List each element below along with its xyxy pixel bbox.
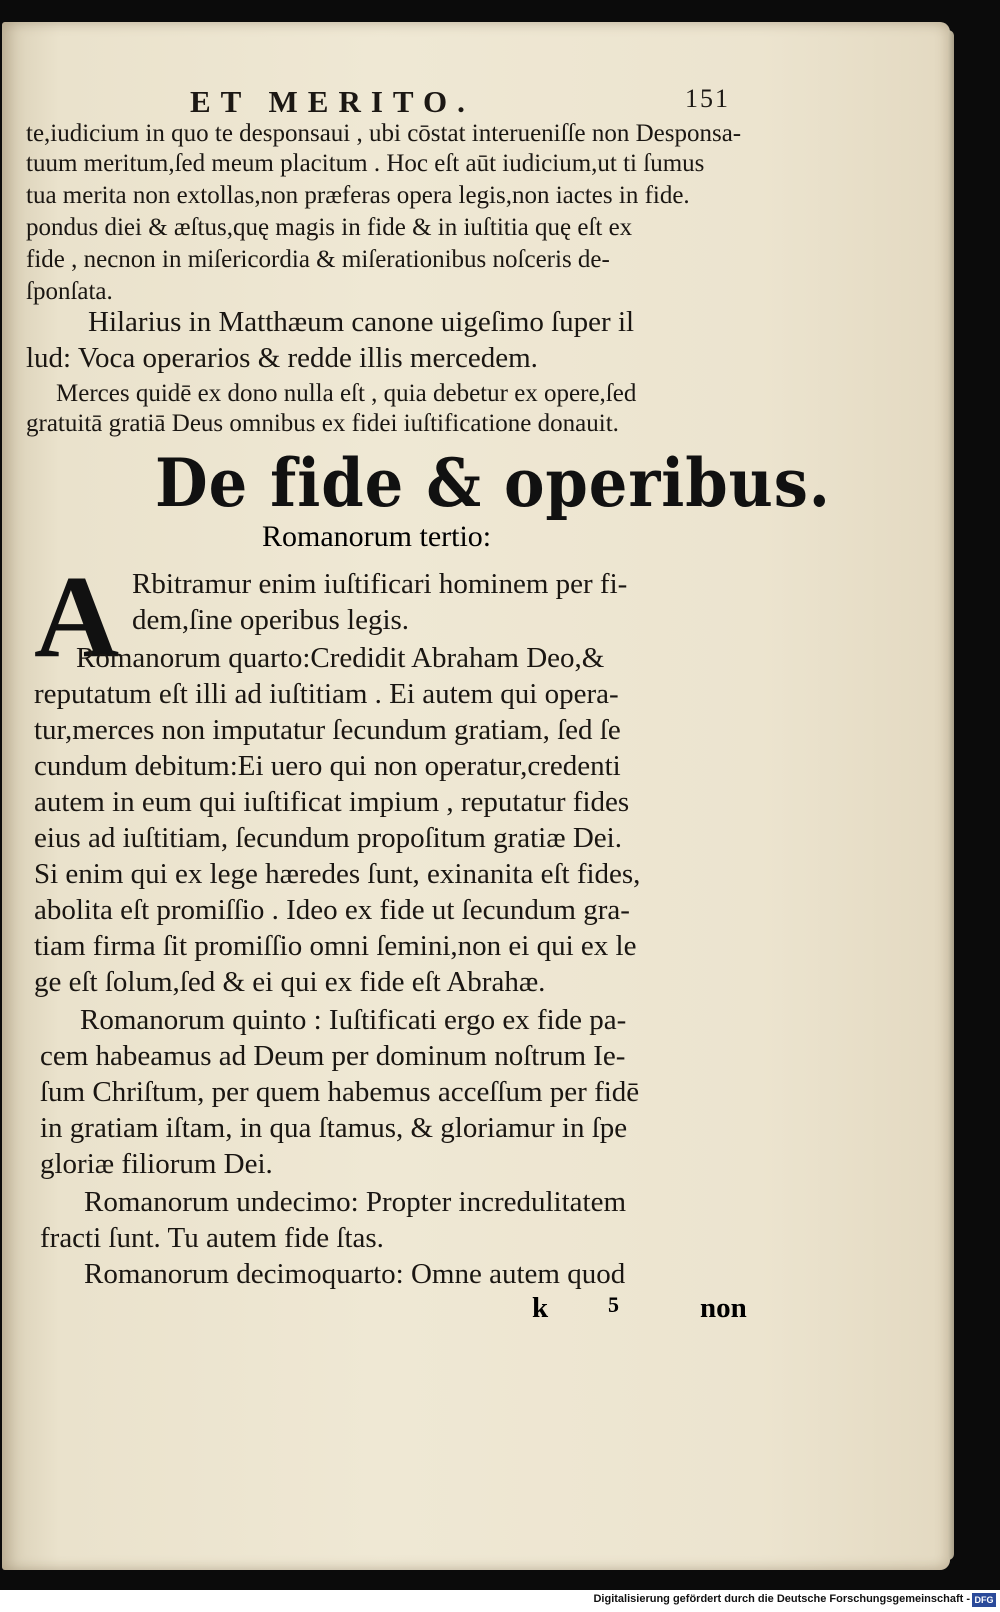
page-number: 151 bbox=[685, 84, 730, 113]
text-line: te,iudicium in quo te desponsaui , ubi cōstat interueniſſe non Desponsa- bbox=[26, 120, 742, 147]
text-line: Merces quidē ex dono nulla eſt , quia debetur ex opere,ſed bbox=[56, 380, 637, 407]
page-edge bbox=[948, 30, 954, 1560]
text-line: Rbitramur enim iuſtificari hominem per fi- bbox=[132, 568, 628, 600]
text-line: cundum debitum:Ei uero qui non operatur,credenti bbox=[34, 750, 621, 782]
text-line: tua merita non extollas,non præferas opera legis,non iactes in fide. bbox=[26, 182, 690, 209]
text-line: Si enim qui ex lege hæredes ſunt, exinanita eſt fides, bbox=[34, 858, 641, 890]
dfg-logo-icon: DFG bbox=[972, 1593, 996, 1607]
text-line: ſum Chriſtum, per quem habemus acceſſum per fidē bbox=[40, 1076, 640, 1108]
text-line: Romanorum quinto : Iuſtificati ergo ex fide pa- bbox=[80, 1004, 627, 1036]
text-line: gratuitā gratiā Deus omnibus ex fidei iuſtificatione donauit. bbox=[26, 410, 619, 437]
text-line: eius ad iuſtitiam, ſecundum propoſitum gratiæ Dei. bbox=[34, 822, 622, 854]
text-line: fide , necnon in miſericordia & miſerationibus noſceris de- bbox=[26, 246, 610, 273]
text-line: tur,merces non imputatur ſecundum gratiam, ſed ſe bbox=[34, 714, 621, 746]
footer-bar bbox=[0, 1590, 1000, 1612]
running-head bbox=[190, 84, 750, 124]
footer-credit: Digitalisierung gefördert durch die Deutsche Forschungsgemeinschaft - bbox=[593, 1593, 970, 1605]
text-line: in gratiam iſtam, in qua ſtamus, & gloriamur in ſpe bbox=[40, 1112, 628, 1144]
catchword: non bbox=[700, 1292, 747, 1324]
text-line: Romanorum undecimo: Propter incredulitatem bbox=[84, 1186, 627, 1218]
section-subheading: Romanorum tertio: bbox=[262, 520, 492, 553]
text-line: dem,ſine operibus legis. bbox=[132, 604, 410, 636]
text-line: Romanorum quarto:Credidit Abraham Deo,& bbox=[76, 642, 605, 674]
text-line: autem in eum qui iuſtificat impium , reputatur fides bbox=[34, 786, 630, 818]
text-line: Hilarius in Matthæum canone uigeſimo ſuper il bbox=[88, 306, 635, 338]
text-line: tuum meritum,ſed meum placitum . Hoc eſt aūt iudicium,ut ti ſumus bbox=[26, 150, 705, 177]
text-line: pondus diei & æſtus,quę magis in fide & in iuſtitia quę eſt ex bbox=[26, 214, 633, 241]
text-line: cem habeamus ad Deum per dominum noſtrum Ie- bbox=[40, 1040, 626, 1072]
drop-cap: A bbox=[34, 551, 120, 682]
text-line: lud: Voca operarios & redde illis mercedem. bbox=[26, 342, 538, 374]
text-line: Romanorum decimoquarto: Omne autem quod bbox=[84, 1258, 626, 1290]
text-line: tiam firma ſit promiſſio omni ſemini,non ei qui ex le bbox=[34, 930, 637, 962]
signature-number: 5 bbox=[608, 1292, 619, 1317]
text-line: fracti ſunt. Tu autem fide ſtas. bbox=[40, 1222, 384, 1254]
text-line: ſponſata. bbox=[26, 278, 113, 305]
text-line: gloriæ filiorum Dei. bbox=[40, 1148, 273, 1180]
running-head-title: ET MERITO. bbox=[190, 84, 475, 119]
text-line: abolita eſt promiſſio . Ideo ex fide ut ſecundum gra- bbox=[34, 894, 630, 926]
section-heading: De fide & operibus. bbox=[155, 444, 831, 522]
text-line: ge eſt ſolum,ſed & ei qui ex fide eſt Abrahæ. bbox=[34, 966, 546, 998]
text-line: reputatum eſt illi ad iuſtitiam . Ei autem qui opera- bbox=[34, 678, 619, 710]
signature-mark: k bbox=[532, 1292, 549, 1324]
